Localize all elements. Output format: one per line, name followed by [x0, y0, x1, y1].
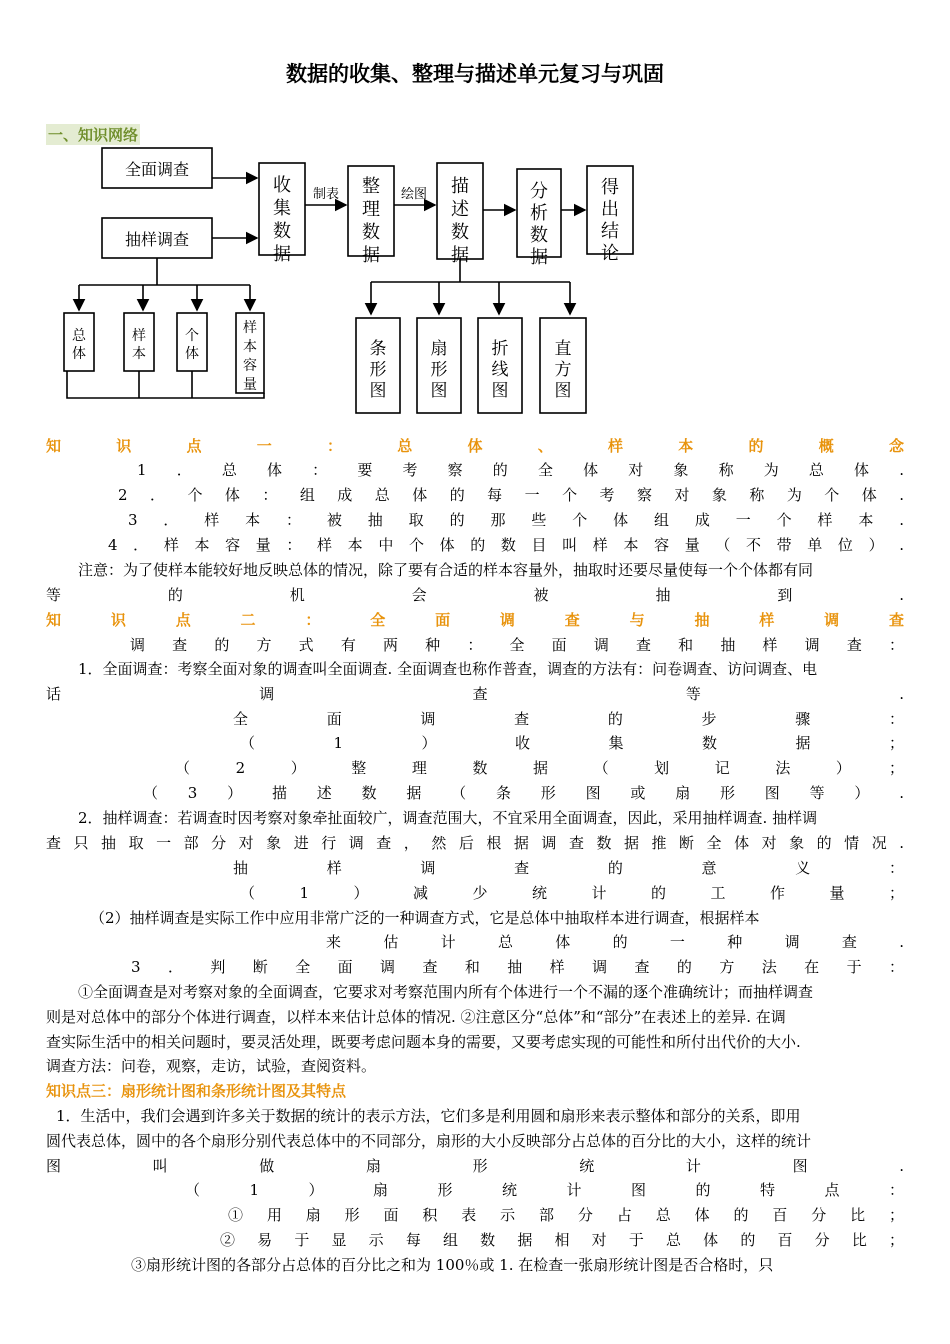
text-line: ①用扇形面积表示部分占总体的百分比； — [228, 1206, 904, 1224]
text-line: 1．全面调查：考察全面对象的调查叫全面调查. 全面调查也称作普查，调查的方法有：问卷调查、访问调查、电 — [78, 660, 818, 678]
text-line: 4．样本容量：样本中个体的数目叫样本容量（不带单位）. — [108, 536, 904, 554]
diagram-label-histogram: 直方图 — [554, 339, 572, 401]
survey-sample-label: 抽样调查 — [124, 230, 190, 249]
text-line: 查实际生活中的相关问题时，要灵活处理，既要考虑问题本身的需要，又要考虑实现的可能性和所付出代价的大小. — [46, 1033, 801, 1051]
page-title: 数据的收集、整理与描述单元复习与巩固 — [286, 62, 664, 86]
diagram-label-bar-chart: 条形图 — [369, 339, 387, 401]
text-line: （2）抽样调查是实际工作中应用非常广泛的一种调查方式，它是总体中抽取样本进行调查，根据样本 — [90, 909, 760, 927]
text-line: 2．个体：组成总体的每一个考察对象称为个体. — [118, 486, 904, 504]
section-heading: 知识点一：总体、样本的概念 — [46, 437, 904, 455]
knowledge-network-diagram — [0, 0, 950, 430]
text-line: 话调查等. — [46, 685, 904, 703]
text-line: 抽样调查的意义： — [233, 859, 904, 877]
text-line: 3．判断全面调查和抽样调查的方法在于： — [131, 958, 904, 976]
text-line: （3）描述数据（条形图或扇形图等）. — [143, 784, 904, 802]
diagram-label-analyze: 分析数据 — [530, 181, 548, 268]
text-line: （1）减少统计的工作量； — [240, 884, 904, 902]
text-line: 来估计总体的一种调查. — [326, 933, 904, 951]
text-line: 等的机会被抽到. — [46, 586, 904, 604]
text-line: （1）收集数据； — [240, 734, 904, 752]
section-heading: 知识点二：全面调查与抽样调查 — [46, 611, 904, 629]
draw-label: 绘图 — [400, 187, 428, 202]
text-line: 1．总体：要考察的全体对象称为总体. — [137, 461, 904, 479]
make-table-label: 制表 — [312, 187, 340, 202]
diagram-label-line-chart: 折线图 — [491, 339, 509, 401]
text-line: （2）整理数据（划记法）； — [175, 759, 904, 777]
diagram-label-population: 总体 — [72, 328, 86, 362]
text-line: ②易于显示每组数据相对于总体的百分比； — [220, 1231, 904, 1249]
diagram-label-sample-size: 样本容量 — [243, 320, 257, 393]
text-line: 调查方法：问卷，观察，走访，试验，查阅资料。 — [46, 1057, 377, 1075]
text-line: 1．生活中，我们会遇到许多关于数据的统计的表示方法，它们多是利用圆和扇形来表示整体和部分的关系，即用 — [56, 1107, 801, 1125]
text-line: 2．抽样调查：若调查时因考察对象牵扯面较广，调查范围大，不宜采用全面调查，因此，采用抽样调查. 抽样调 — [78, 809, 818, 827]
survey-full-label: 全面调查 — [124, 160, 190, 179]
text-line: 圆代表总体，圆中的各个扇形分别代表总体中的不同部分，扇形的大小反映部分占总体的百分比的大小，这样的统计 — [46, 1132, 812, 1150]
text-line: ①全面调查是对考察对象的全面调查，它要求对考察范围内所有个体进行一个不漏的逐个准确统计；而抽样调查 — [78, 983, 814, 1001]
diagram-label-describe: 描述数据 — [451, 176, 469, 266]
section-heading: 知识点三：扇形统计图和条形统计图及其特点 — [46, 1082, 347, 1100]
diagram-label-organize: 整理数据 — [362, 176, 380, 266]
diagram-label-collect: 收集数据 — [273, 175, 291, 265]
section-heading-knowledge-network: 一、知识网络 — [48, 126, 139, 144]
diagram-label-individual: 个体 — [185, 328, 199, 362]
text-line: 查只抽取一部分对象进行调查，然后根据调查数据推断全体对象的情况. — [46, 834, 904, 852]
text-line: 3．样本：被抽取的那些个体组成一个样本. — [128, 511, 904, 529]
text-line: 注意：为了使样本能较好地反映总体的情况，除了要有合适的样本容量外，抽取时还要尽量使每一个个体都有同 — [78, 561, 814, 579]
diagram-label-conclude: 得出结论 — [601, 177, 619, 264]
diagram-label-sample: 样本 — [132, 328, 146, 362]
text-line: 全面调查的步骤： — [233, 710, 904, 728]
text-line: 图叫做扇形统计图. — [46, 1157, 904, 1175]
diagram-label-pie-chart: 扇形图 — [430, 339, 448, 401]
text-line: 调查的方式有两种：全面调查和抽样调查： — [130, 636, 904, 654]
text-line: （1）扇形统计图的特点： — [185, 1181, 904, 1199]
text-line: 则是对总体中的部分个体进行调查，以样本来估计总体的情况. ②注意区分“总体”和“部分”在表述上的差异. 在调 — [46, 1008, 786, 1026]
text-line: ③扇形统计图的各部分占总体的百分比之和为 100％或 1. 在检查一张扇形统计图是否合格时，只 — [131, 1256, 774, 1274]
